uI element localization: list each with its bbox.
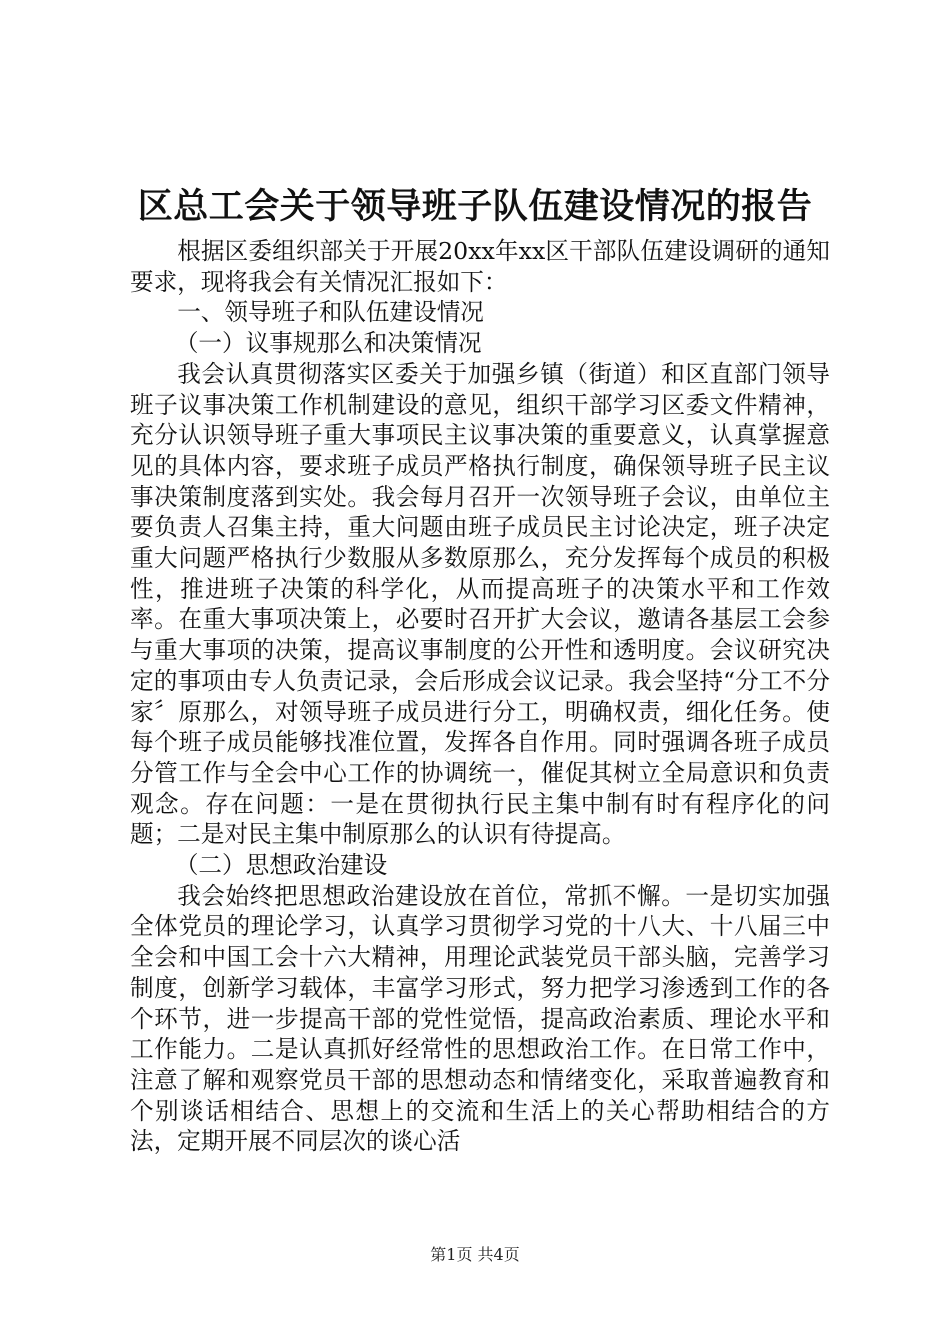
subsection-2-paragraph: 我会始终把思想政治建设放在首位，常抓不懈。一是切实加强全体党员的理论学习，认真学习贯彻学习党的十八大、十八届三中全会和中国工会十六大精神，用理论武装党员干部头脑，完善学习制度，创新学习载体，丰富学习形式，努力把学习渗透到工作的各个环节，进一步提高干部的党性觉悟，提高政治素质、理论水平和工作能力。二是认真抓好经常性的思想政治工作。在日常工作中，注意了解和观察党员干部的思想动态和情绪变化，采取普遍教育和个别谈话相结合、思想上的交流和生活上的关心帮助相结合的方法，定期开展不同层次的谈心活: [130, 881, 830, 1156]
subsection-1-paragraph: 我会认真贯彻落实区委关于加强乡镇（街道）和区直部门领导班子议事决策工作机制建设的意见，组织干部学习区委文件精神，充分认识领导班子重大事项民主议事决策的重要意义，认真掌握意见的具体内容，要求班子成员严格执行制度，确保领导班子民主议事决策制度落到实处。我会每月召开一次领导班子会议，由单位主要负责人召集主持，重大问题由班子成员民主讨论决定，班子决定重大问题严格执行少数服从多数原那么，充分发挥每个成员的积极性，推进班子决策的科学化，从而提高班子的决策水平和工作效率。在重大事项决策上，必要时召开扩大会议，邀请各基层工会参与重大事项的决策，提高议事制度的公开性和透明度。会议研究决定的事项由专人负责记录，会后形成会议记录。我会坚持“分工不分家〞原那么，对领导班子成员进行分工，明确权责，细化任务。使每个班子成员能够找准位置，发挥各自作用。同时强调各班子成员分管工作与全会中心工作的协调统一，催促其树立全局意识和负责观念。存在问题：一是在贯彻执行民主集中制有时有程序化的问题；二是对民主集中制原那么的认识有待提高。: [130, 359, 830, 849]
intro-paragraph: 根据区委组织部关于开展20xx年xx区干部队伍建设调研的通知要求，现将我会有关情况汇报如下：: [130, 237, 830, 296]
section-1-heading: 一、领导班子和队伍建设情况: [177, 298, 484, 327]
subsection-2-heading: （二）思想政治建设: [174, 851, 388, 880]
document-title: 区总工会关于领导班子队伍建设情况的报告: [137, 186, 813, 227]
document-body: [130, 236, 830, 1157]
page-number-footer: 第1页 共4页: [430, 1245, 520, 1264]
subsection-1-heading: （一）议事规那么和决策情况: [174, 329, 482, 358]
